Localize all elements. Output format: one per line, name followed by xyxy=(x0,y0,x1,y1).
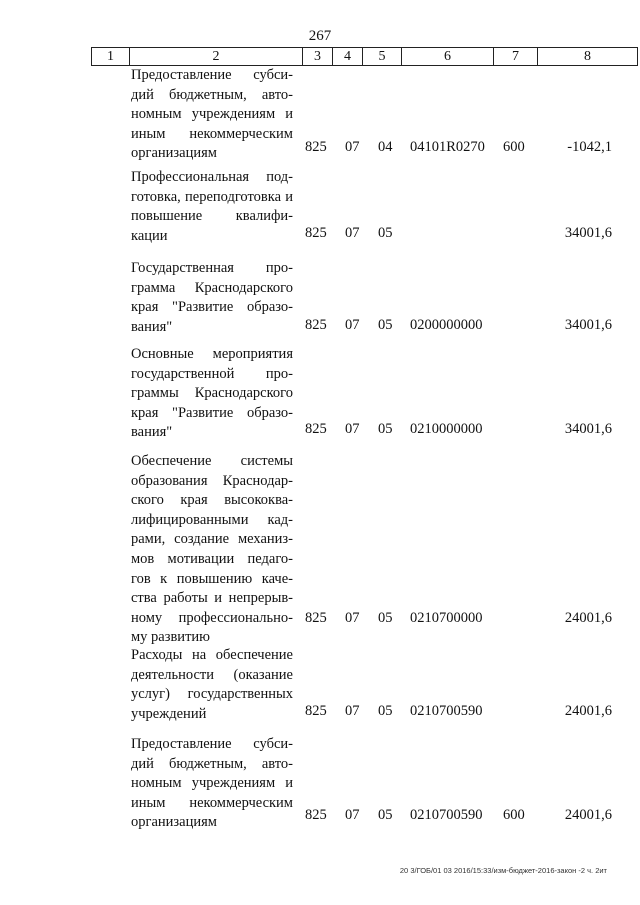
row-rz: 07 xyxy=(345,703,360,719)
row-values xyxy=(0,420,640,440)
row-name: Основные мероприятия государственной про-граммы Краснодарского края "Развитие образо-вания" xyxy=(131,346,293,441)
row-adm: 825 xyxy=(305,421,327,437)
column-header-7: 7 xyxy=(494,48,538,66)
column-header-2: 2 xyxy=(130,48,303,66)
row-sum: 24001,6 xyxy=(564,807,612,823)
row-rz: 07 xyxy=(345,610,360,626)
column-header-8: 8 xyxy=(538,48,638,66)
row-csr: 0210000000 xyxy=(410,421,483,437)
row-prz: 05 xyxy=(378,421,393,437)
row-prz: 05 xyxy=(378,225,393,241)
row-adm: 825 xyxy=(305,807,327,823)
row-adm: 825 xyxy=(305,317,327,333)
row-csr: 0210700590 xyxy=(410,703,483,719)
column-header-5: 5 xyxy=(363,48,402,66)
row-values xyxy=(0,224,640,244)
row-values xyxy=(0,316,640,336)
row-rz: 07 xyxy=(345,139,360,155)
row-sum: -1042,1 xyxy=(567,139,612,155)
row-name: Предоставление субси-дий бюджетным, авто-номным учреждениям и иным некоммерческим организациям xyxy=(131,67,293,162)
column-header-6: 6 xyxy=(402,48,494,66)
row-csr: 04101R0270 xyxy=(410,139,485,155)
row-sum: 34001,6 xyxy=(564,421,612,437)
row-adm: 825 xyxy=(305,139,327,155)
row-rz: 07 xyxy=(345,421,360,437)
row-vr: 600 xyxy=(503,139,525,155)
footer-file-reference: 20 3/ГОБ/01 03 2016/15:33/изм-бюджет-2016-закон -2 ч. 2ит xyxy=(399,866,607,875)
row-prz: 04 xyxy=(378,139,393,155)
row-csr: 0200000000 xyxy=(410,317,483,333)
row-rz: 07 xyxy=(345,807,360,823)
row-values xyxy=(0,609,640,629)
column-header-4: 4 xyxy=(333,48,363,66)
row-prz: 05 xyxy=(378,807,393,823)
row-sum: 34001,6 xyxy=(564,225,612,241)
row-values xyxy=(0,138,640,158)
row-name: Профессиональная под-готовка, переподготовка и повышение квалифи-кации xyxy=(131,169,293,244)
row-values xyxy=(0,806,640,826)
page-number: 267 xyxy=(308,28,332,44)
row-vr: 600 xyxy=(503,807,525,823)
row-adm: 825 xyxy=(305,703,327,719)
row-sum: 24001,6 xyxy=(564,610,612,626)
row-prz: 05 xyxy=(378,610,393,626)
row-name: Государственная про-грамма Краснодарского края "Развитие образо-вания" xyxy=(131,260,293,335)
row-values xyxy=(0,702,640,722)
row-rz: 07 xyxy=(345,225,360,241)
row-sum: 24001,6 xyxy=(564,703,612,719)
column-header-1: 1 xyxy=(92,48,130,66)
column-header-table xyxy=(91,47,638,66)
row-sum: 34001,6 xyxy=(564,317,612,333)
row-name: Предоставление субси-дий бюджетным, авто-номным учреждениям и иным некоммерческим организациям xyxy=(131,736,293,831)
row-adm: 825 xyxy=(305,225,327,241)
row-name: Обеспечение системы образования Краснодар-ского края высококва-лифицированными кад-рами, создание механиз-мов мотивации педаго-гов к повышению каче-ства работы и непрерыв-ному профессионально-му развитию xyxy=(131,453,293,646)
row-rz: 07 xyxy=(345,317,360,333)
row-prz: 05 xyxy=(378,317,393,333)
row-csr: 0210700590 xyxy=(410,807,483,823)
row-prz: 05 xyxy=(378,703,393,719)
row-name: Расходы на обеспечение деятельности (оказание услуг) государственных учреждений xyxy=(131,647,293,722)
column-header-3: 3 xyxy=(303,48,333,66)
row-adm: 825 xyxy=(305,610,327,626)
row-csr: 0210700000 xyxy=(410,610,483,626)
